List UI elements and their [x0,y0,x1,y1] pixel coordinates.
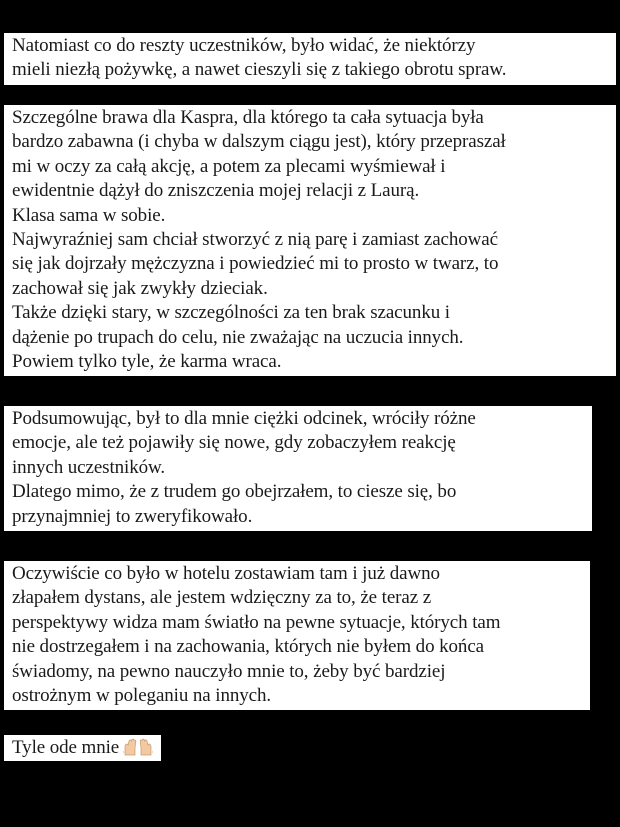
text-line: perspektywy widza mam światło na pewne sytuacje, których tam [12,611,501,633]
raising-hands-icon [123,738,153,756]
text-line: się jak dojrzały mężczyzna i powiedzieć mi to prosto w twarz, to [12,253,499,275]
text-line: innych uczestników. [12,456,166,478]
text-line: złapałem dystans, ale jestem wdzięczny za to, że teraz z [12,587,432,609]
text-line: nie dostrzegałem i na zachowania, których nie byłem do końca [12,636,484,658]
text-line: świadomy, na pewno nauczyło mnie to, żeby być bardziej [12,660,446,682]
closing-line [12,736,153,760]
text-line: Natomiast co do reszty uczestników, było widać, że niektórzy [12,35,476,56]
text-line: emocje, ale też pojawiły się nowe, gdy zobaczyłem reakcję [12,432,456,454]
text-line: Szczególne brawa dla Kaspra, dla którego ta cała sytuacja była [12,107,484,128]
text-box-4 [4,561,590,710]
text-line: Najwyraźniej sam chciał stworzyć z nią parę i zamiast zachować [12,229,498,251]
text-line: bardzo zabawna (i chyba w dalszym ciągu jest), który przepraszał [12,131,506,153]
text-line: Dlatego mimo, że z trudem go obejrzałem, to ciesze się, bo [12,481,457,503]
text-line: ewidentnie dążył do zniszczenia mojej relacji z Laurą. [12,180,420,202]
text-line: Podsumowując, był to dla mnie ciężki odcinek, wróciły różne [12,408,476,429]
text-box-2 [4,105,616,376]
text-line: Także dzięki stary, w szczególności za ten brak szacunku i [12,302,450,324]
closing-text: Tyle ode mnie [12,737,120,758]
closing-box [4,735,161,761]
text-line: Powiem tylko tyle, że karma wraca. [12,351,282,373]
text-line: Oczywiście co było w hotelu zostawiam tam i już dawno [12,563,440,584]
text-box-3 [4,406,592,531]
text-line: ostrożnym w poleganiu na innych. [12,685,272,707]
text-line: przynajmniej to zweryfikowało. [12,505,253,527]
text-line: dążenie po trupach do celu, nie zważając na uczucia innych. [12,326,464,348]
text-line: mi w oczy za całą akcję, a potem za plecami wyśmiewał i [12,155,446,177]
text-box-1 [4,33,616,85]
text-line: mieli niezłą pożywkę, a nawet cieszyli się z takiego obrotu spraw. [12,59,507,81]
text-line: Klasa sama w sobie. [12,204,166,226]
text-line: zachował się jak zwykły dzieciak. [12,277,268,299]
